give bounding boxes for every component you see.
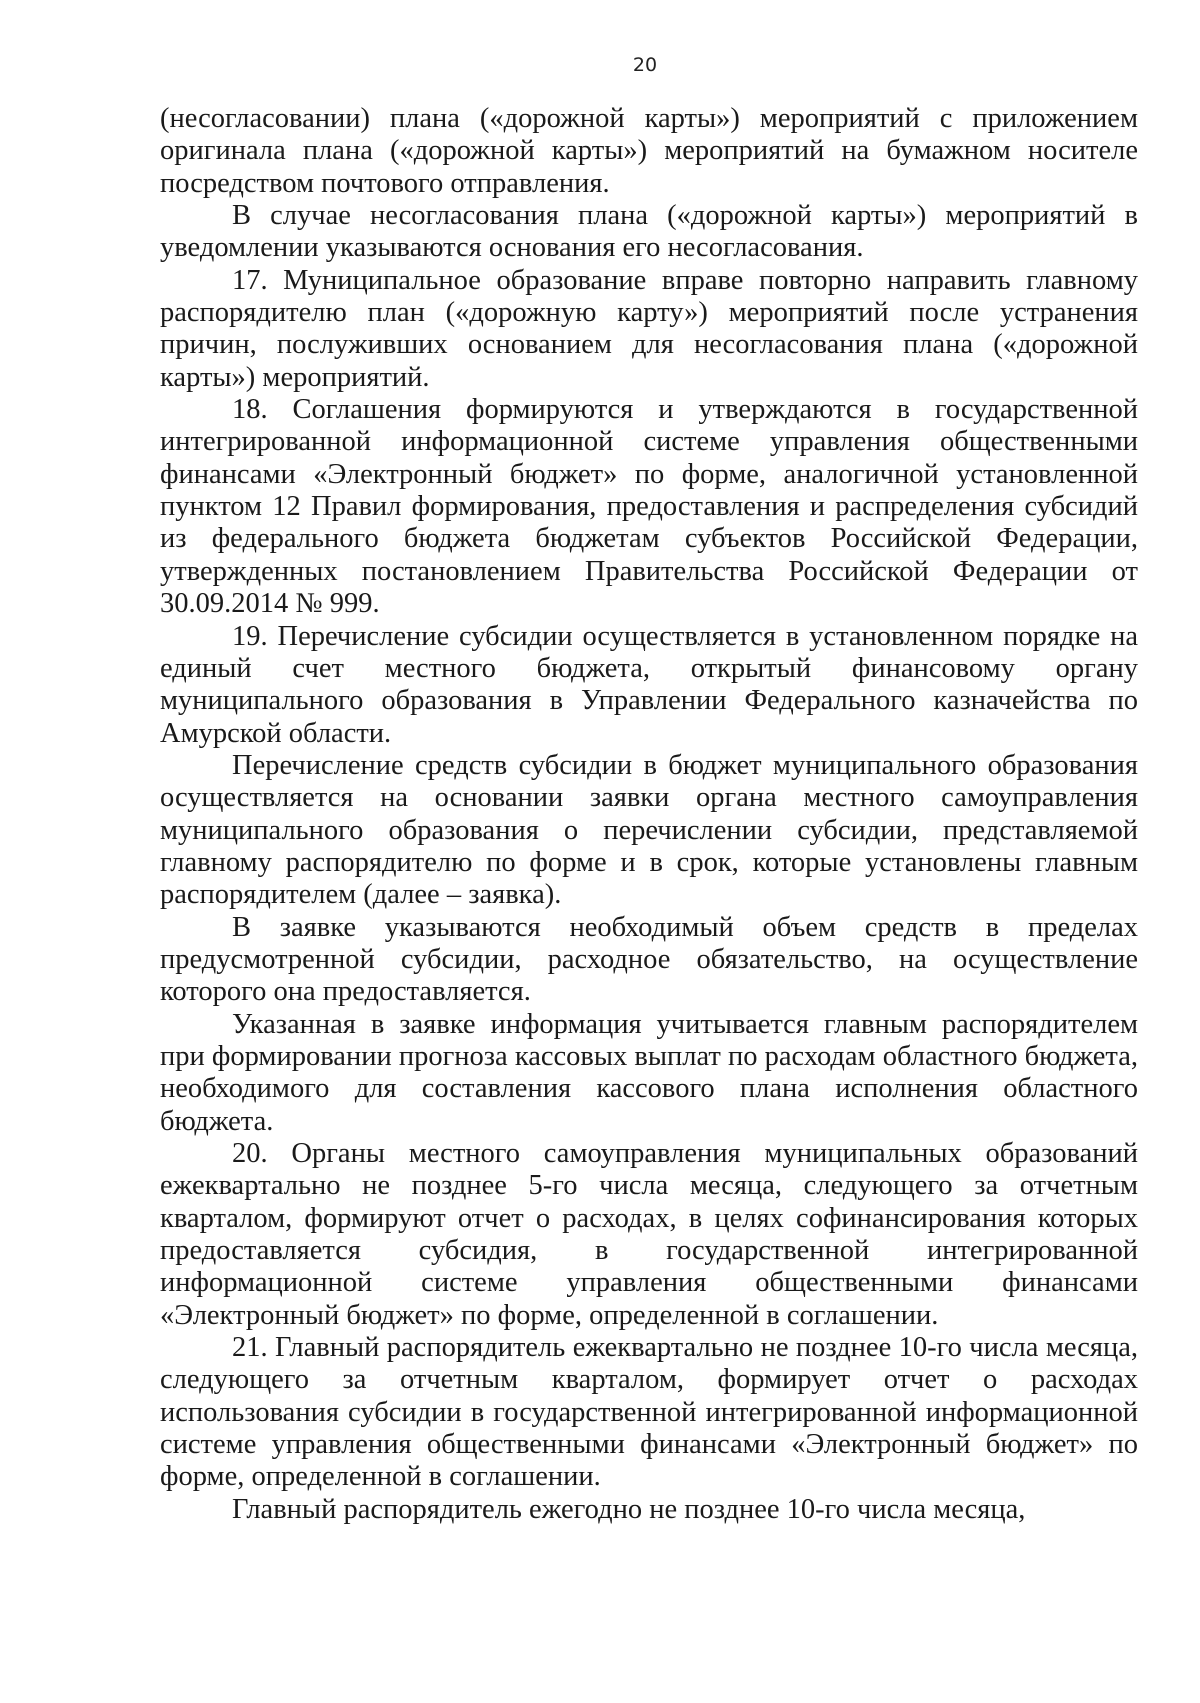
paragraph-item-20: 20. Органы местного самоуправления муниципальных образований ежеквартально не позднее 5-го числа месяца, следующего за отчетным кварталом, формируют отчет о расходах, в целях софинансирования которых предоставляется субсидия, в государственной интегрированной информационной системе управления общественными финансами «Электронный бюджет» по форме, определенной в соглашении. <box>160 1138 1138 1331</box>
paragraph-item-19: 19. Перечисление субсидии осуществляется в установленном порядке на единый счет местного бюджета, открытый финансовому органу муниципального образования в Управлении Федерального казначейства по Амурской области. <box>160 620 1138 749</box>
paragraph-disagreement-notice: В случае несогласования плана («дорожной карты») мероприятий в уведомлении указываются основания его несогласования. <box>160 200 1138 264</box>
paragraph-item-18: 18. Соглашения формируются и утверждаются в государственной интегрированной информационной системе управления общественными финансами «Электронный бюджет» по форме, аналогичной установленной пунктом 12 Правил формирования, предоставления и распределения субсидий из федерального бюджета бюджетам субъектов Российской Федерации, утвержденных постановлением Правительства Российской Федерации от 30.09.2014 № 999. <box>160 394 1138 620</box>
paragraph-continuation: (несогласовании) плана («дорожной карты») мероприятий с приложением оригинала плана («дорожной карты») мероприятий на бумажном носителе посредством почтового отправления. <box>160 103 1138 199</box>
paragraph-item-17: 17. Муниципальное образование вправе повторно направить главному распорядителю план («дорожную карту») мероприятий после устранения причин, послуживших основанием для несогласования плана («дорожной карты») мероприятий. <box>160 264 1138 393</box>
paragraph-annual-report: Главный распорядитель ежегодно не позднее 10-го числа месяца, <box>232 1493 1026 1525</box>
paragraph-cash-forecast: Указанная в заявке информация учитывается главным распорядителем при формировании прогноза кассовых выплат по расходам областного бюджета, необходимого для составления кассового плана исполнения областного бюджета. <box>160 1008 1138 1137</box>
paragraph-item-21: 21. Главный распорядитель ежеквартально не позднее 10-го числа месяца, следующего за отчетным кварталом, формирует отчет о расходах использования субсидии в государственной интегрированной информационной системе управления общественными финансами «Электронный бюджет» по форме, определенной в соглашении. <box>160 1332 1138 1493</box>
document-body <box>160 103 1138 1526</box>
paragraph-transfer-application: Перечисление средств субсидии в бюджет муниципального образования осуществляется на основании заявки органа местного самоуправления муниципального образования о перечислении субсидии, представляемой главному распорядителю по форме и в срок, которые установлены главным распорядителем (далее – заявка). <box>160 749 1138 911</box>
page-number: 20 <box>632 54 658 76</box>
paragraph-application-contents: В заявке указываются необходимый объем средств в пределах предусмотренной субсидии, расходное обязательство, на осуществление которого она предоставляется. <box>160 911 1138 1008</box>
